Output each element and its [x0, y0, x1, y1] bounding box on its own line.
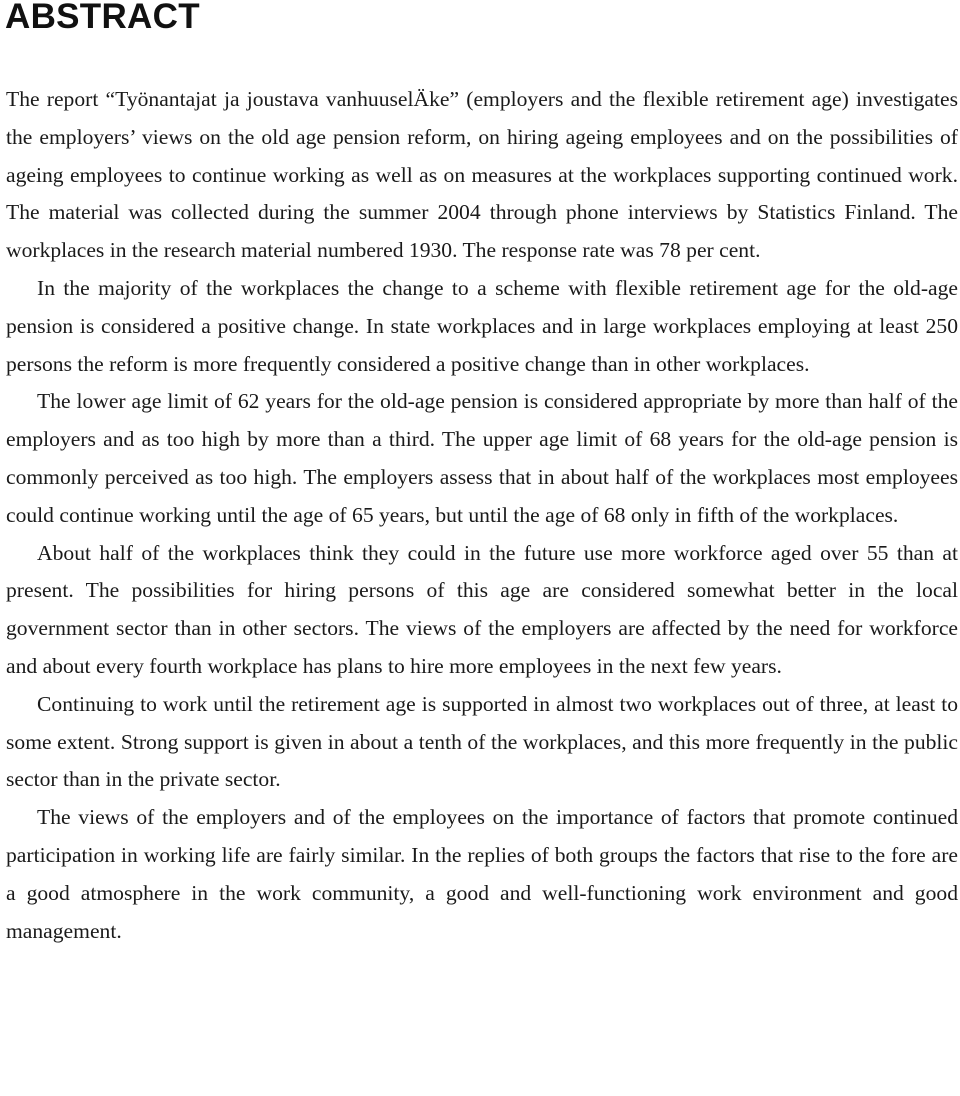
- paragraph-1: The report “Työnantajat ja joustava vanhuuselÄke” (employers and the flexible retirement age) investigates the employers’ views on the old age pension reform, on hiring ageing employees and on the possibilities of ageing employees to continue working as well as on measures at the workplaces supporting continued work. The material was collected during the summer 2004 through phone interviews by Statistics Finland. The workplaces in the research material numbered 1930. The response rate was 78 per cent.: [6, 87, 958, 263]
- paragraph-5: Continuing to work until the retirement age is supported in almost two workplaces out of three, at least to some extent. Strong support is given in about a tenth of the workplaces, and this more frequently in the public sector than in the private sector.: [6, 691, 958, 792]
- paragraph-4: About half of the workplaces think they could in the future use more workforce aged over 55 than at present. The possibilities for hiring persons of this age are considered somewhat better in the local government sector than in other sectors. The views of the employers are affected by the need for workforce and about every fourth workplace has plans to hire more employees in the next few years.: [6, 540, 958, 678]
- paragraph-2: In the majority of the workplaces the change to a scheme with flexible retirement age for the old-age pension is considered a positive change. In state workplaces and in large workplaces employing at least 250 persons the reform is more frequently considered a positive change than in other workplaces.: [6, 275, 958, 376]
- page-title: ABSTRACT: [5, 0, 200, 36]
- paragraph-6: The views of the employers and of the employees on the importance of factors that promote continued participation in working life are fairly similar. In the replies of both groups the factors that rise to the fore are a good atmosphere in the work community, a good and well-functioning work environment and good management.: [6, 805, 958, 943]
- abstract-body: [6, 81, 958, 950]
- paragraph-3: The lower age limit of 62 years for the old-age pension is considered appropriate by more than half of the employers and as too high by more than a third. The upper age limit of 68 years for the old-age pension is commonly perceived as too high. The employers assess that in about half of the workplaces most employees could continue working until the age of 65 years, but until the age of 68 only in fifth of the workplaces.: [6, 389, 958, 527]
